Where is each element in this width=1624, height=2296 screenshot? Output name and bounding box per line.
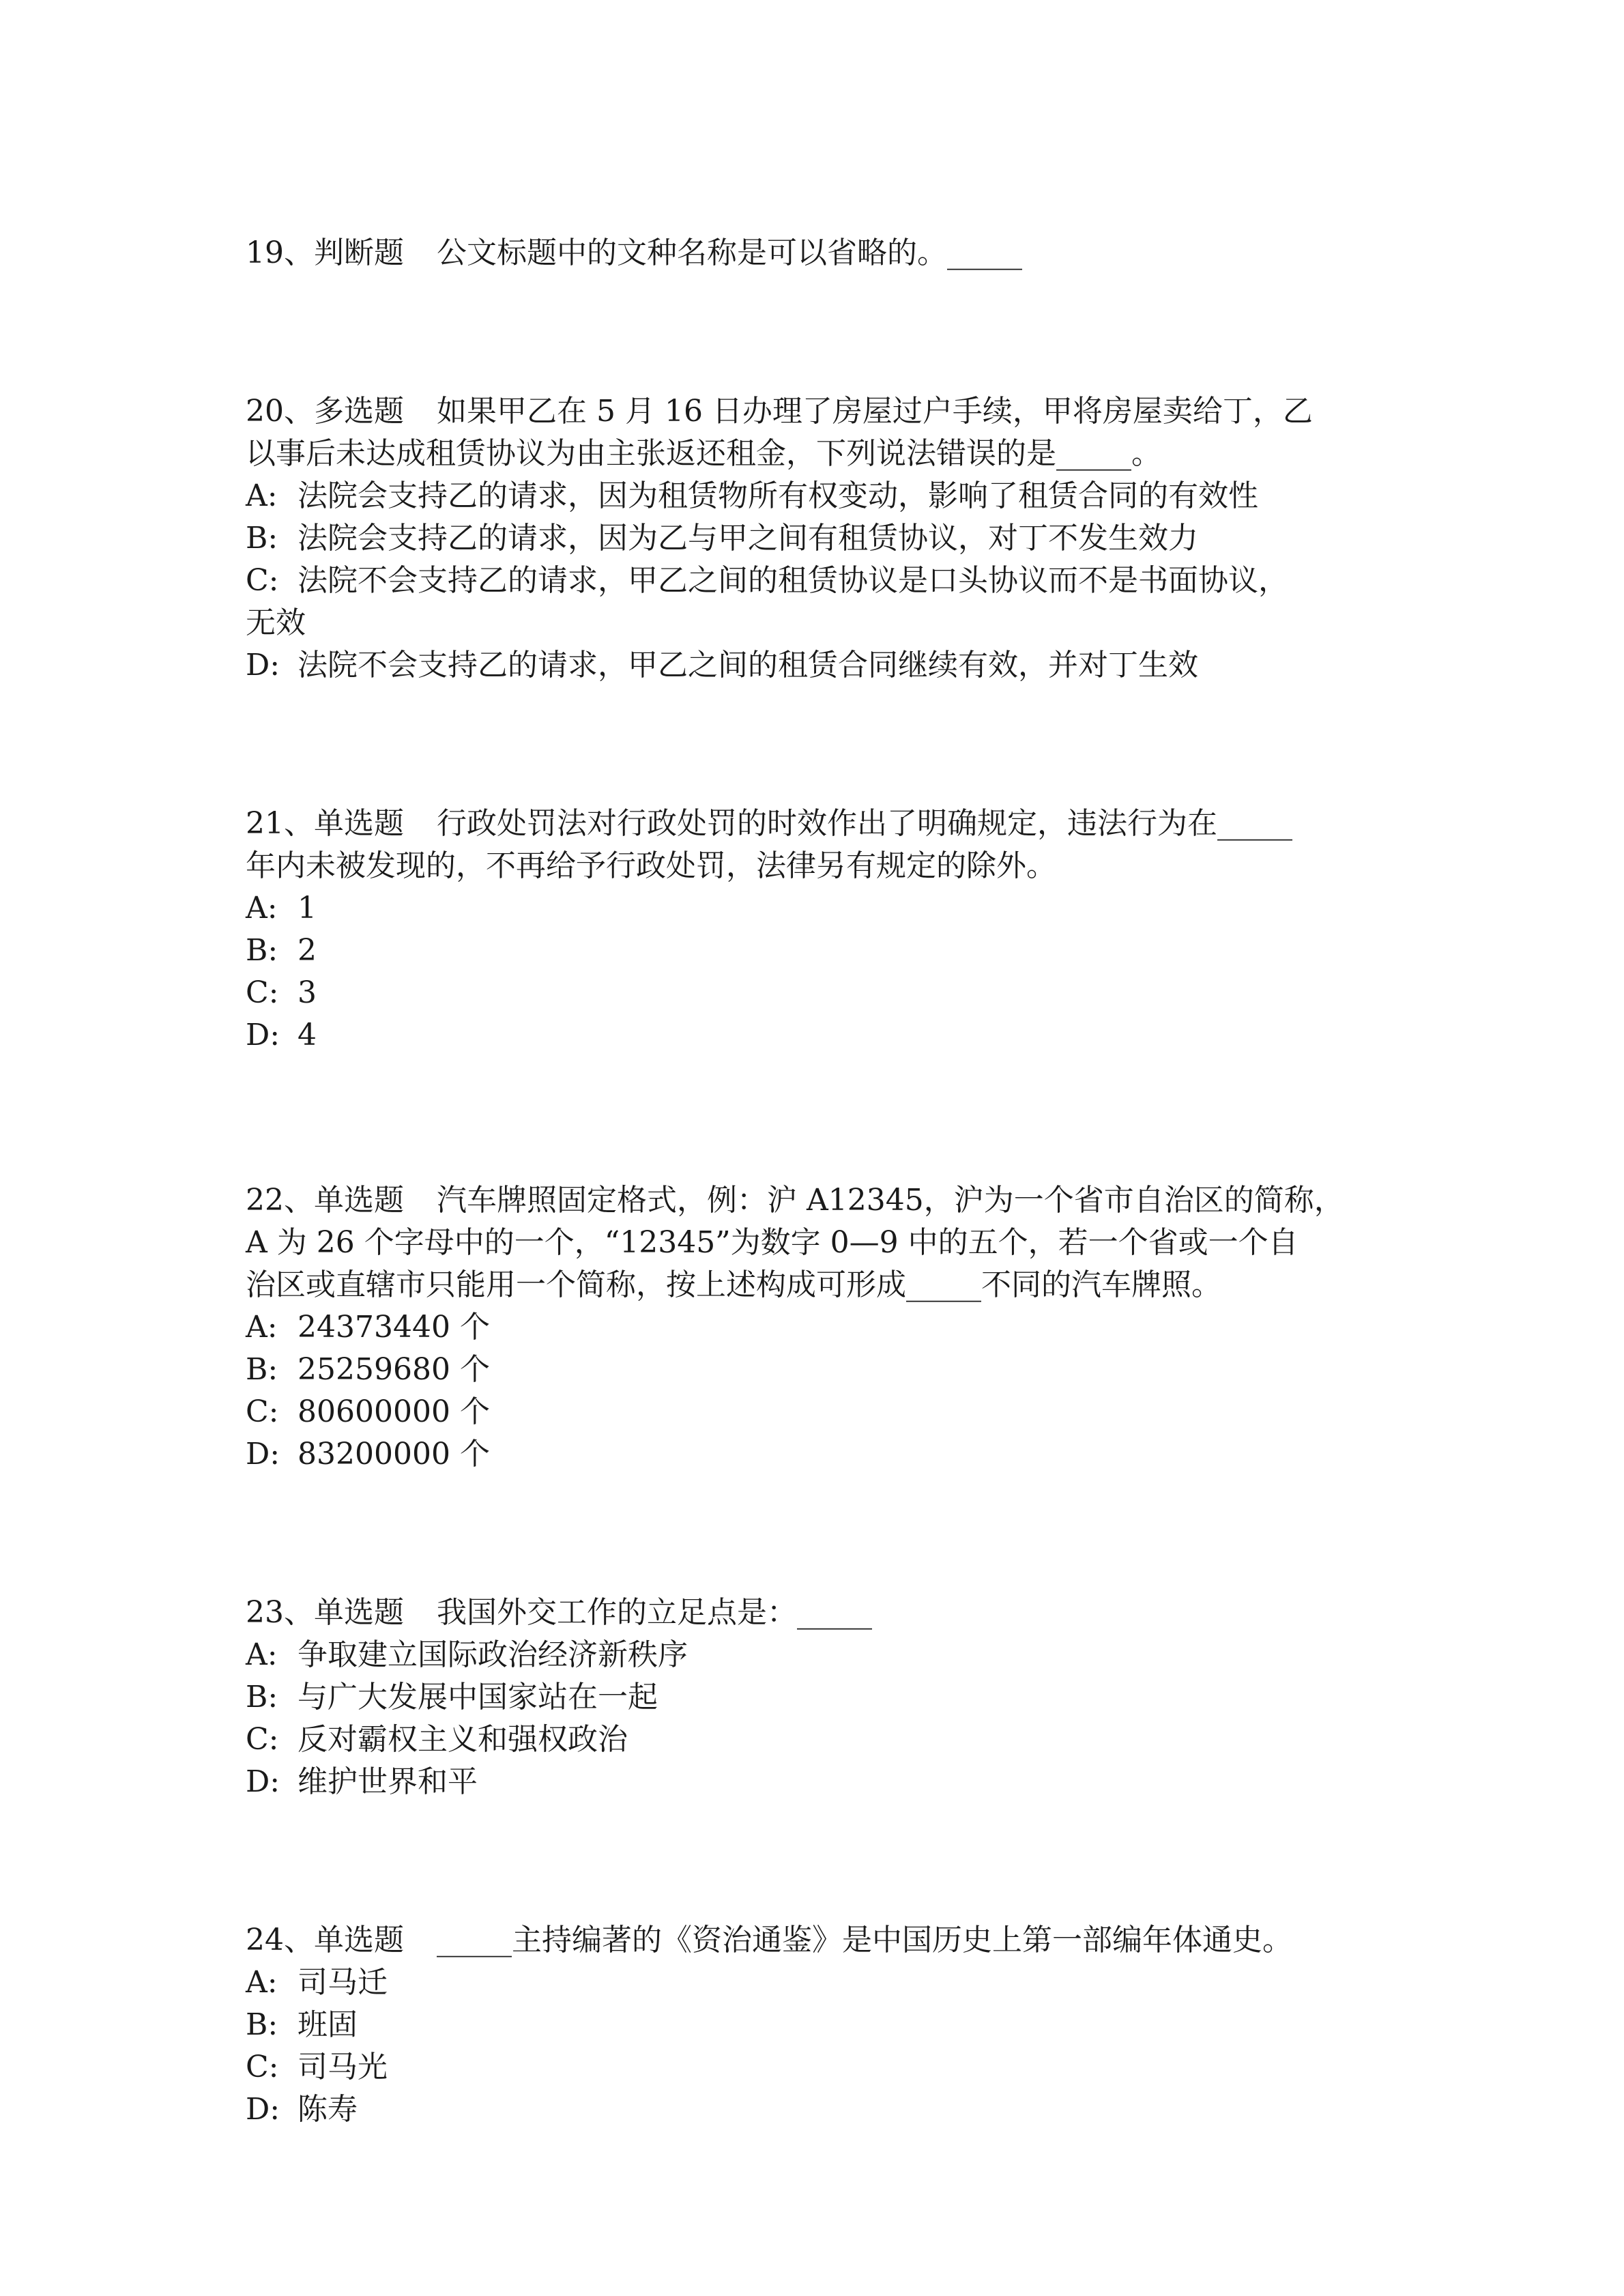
question-type: 单选题: [314, 1595, 404, 1630]
option-text: 维护世界和平: [298, 1764, 478, 1799]
option-b: [246, 930, 1378, 972]
question-22: [246, 1179, 1378, 1476]
option-c: [246, 560, 1378, 602]
option-d: [246, 1433, 1378, 1476]
question-type: 单选题: [314, 1923, 404, 1957]
option-text: 80600000 个: [298, 1394, 490, 1429]
question-list: [246, 232, 1378, 2131]
question-stem-line: [246, 1264, 1378, 1306]
option-key: A:: [246, 478, 278, 513]
option-text: 法院会支持乙的请求，因为租赁物所有权变动，影响了租赁合同的有效性: [298, 478, 1258, 513]
question-stem-line: [246, 1222, 1378, 1264]
option-text: 与广大发展中国家站在一起: [298, 1680, 658, 1714]
option-a: [246, 1634, 1378, 1676]
question-stem-line: [246, 1919, 1378, 1962]
question-text: 年内未被发现的，不再给予行政处罚，法律另有规定的除外。: [246, 848, 1056, 883]
option-d: [246, 1761, 1378, 1803]
option-text: 1: [298, 891, 317, 925]
question-type: 单选题: [314, 1183, 404, 1218]
question-number: 22、: [246, 1183, 314, 1218]
question-type: 多选题: [314, 394, 404, 429]
question-24: [246, 1919, 1378, 2131]
option-text: 争取建立国际政治经济新秩序: [298, 1637, 688, 1672]
question-stem-line: [246, 803, 1378, 845]
option-text: 4: [298, 1018, 317, 1052]
question-23: [246, 1592, 1378, 1803]
option-text: 法院不会支持乙的请求，甲乙之间的租赁合同继续有效，并对丁生效: [298, 648, 1198, 683]
option-a: [246, 887, 1378, 930]
question-number: 23、: [246, 1595, 314, 1630]
option-b: [246, 2004, 1378, 2046]
option-a: [246, 1306, 1378, 1349]
option-key: D:: [246, 1018, 280, 1052]
question-text: 公文标题中的文种名称是可以省略的。_____: [437, 235, 1022, 270]
question-stem-line: [246, 232, 1378, 274]
option-text: 司马光: [298, 2050, 388, 2084]
option-text: 2: [298, 933, 317, 968]
question-stem-line: [246, 845, 1378, 887]
option-c: [246, 972, 1378, 1014]
question-number: 19、: [246, 235, 314, 270]
option-a: [246, 475, 1378, 517]
option-c: [246, 1391, 1378, 1433]
option-key: B:: [246, 1680, 278, 1714]
option-text: 24373440 个: [298, 1310, 490, 1345]
question-21: [246, 803, 1378, 1057]
option-key: B:: [246, 2007, 278, 2042]
option-d: [246, 644, 1378, 687]
option-text: 3: [298, 975, 317, 1010]
option-text: 法院会支持乙的请求，因为乙与甲之间有租赁协议，对丁不发生效力: [298, 521, 1198, 556]
question-number: 24、: [246, 1923, 314, 1957]
option-key: C:: [246, 1722, 279, 1757]
option-key: B:: [246, 1352, 278, 1387]
question-20: [246, 390, 1378, 687]
question-type: 单选题: [314, 806, 404, 841]
option-text: 83200000 个: [298, 1437, 490, 1472]
option-b: [246, 1349, 1378, 1391]
question-text: 如果甲乙在 5 月 16 日办理了房屋过户手续，甲将房屋卖给丁，乙: [437, 394, 1313, 429]
option-key: D:: [246, 1764, 280, 1799]
option-key: C:: [246, 563, 279, 598]
option-key: C:: [246, 975, 279, 1010]
option-b: [246, 1676, 1378, 1719]
question-stem-line: [246, 1592, 1378, 1634]
option-a: [246, 1962, 1378, 2004]
question-stem-line: [246, 433, 1378, 475]
option-text: 反对霸权主义和强权政治: [298, 1722, 628, 1757]
question-text: 行政处罚法对行政处罚的时效作出了明确规定，违法行为在_____: [437, 806, 1292, 841]
option-text: 司马迁: [298, 1965, 388, 2000]
option-b: [246, 517, 1378, 560]
question-number: 21、: [246, 806, 314, 841]
option-key: B:: [246, 933, 278, 968]
option-text: 25259680 个: [298, 1352, 490, 1387]
option-text: 法院不会支持乙的请求，甲乙之间的租赁协议是口头协议而不是书面协议，: [298, 563, 1288, 598]
question-type: 判断题: [314, 235, 404, 270]
option-c: [246, 1719, 1378, 1761]
option-d: [246, 2089, 1378, 2131]
question-text: _____主持编著的《资治通鉴》是中国历史上第一部编年体通史。: [437, 1923, 1292, 1957]
question-19: [246, 232, 1378, 274]
option-key: C:: [246, 1394, 279, 1429]
question-text: 汽车牌照固定格式，例：沪 A12345，沪为一个省市自治区的简称，: [437, 1183, 1344, 1218]
option-key: A:: [246, 1310, 278, 1345]
option-key: B:: [246, 521, 278, 556]
option-key: D:: [246, 648, 280, 683]
question-text: A 为 26 个字母中的一个，“12345”为数字 0—9 中的五个，若一个省或一个自: [246, 1225, 1299, 1260]
question-text: 治区或直辖市只能用一个简称，按上述构成可形成_____不同的汽车牌照。: [246, 1267, 1221, 1302]
option-key: A:: [246, 891, 278, 925]
option-key: A:: [246, 1965, 278, 2000]
option-text: 陈寿: [298, 2092, 358, 2127]
option-key: A:: [246, 1637, 278, 1672]
question-text: 以事后未达成租赁协议为由主张返还租金，下列说法错误的是_____。: [246, 436, 1161, 471]
option-c: [246, 2046, 1378, 2089]
option-key: C:: [246, 2050, 279, 2084]
option-d: [246, 1014, 1378, 1057]
question-stem-line: [246, 1179, 1378, 1222]
question-stem-line: [246, 390, 1378, 433]
question-text: 我国外交工作的立足点是：_____: [437, 1595, 872, 1630]
question-number: 20、: [246, 394, 314, 429]
option-key: D:: [246, 1437, 280, 1472]
option-text: 无效: [246, 605, 306, 640]
option-c-continued: [246, 602, 1378, 644]
option-key: D:: [246, 2092, 280, 2127]
option-text: 班固: [298, 2007, 358, 2042]
